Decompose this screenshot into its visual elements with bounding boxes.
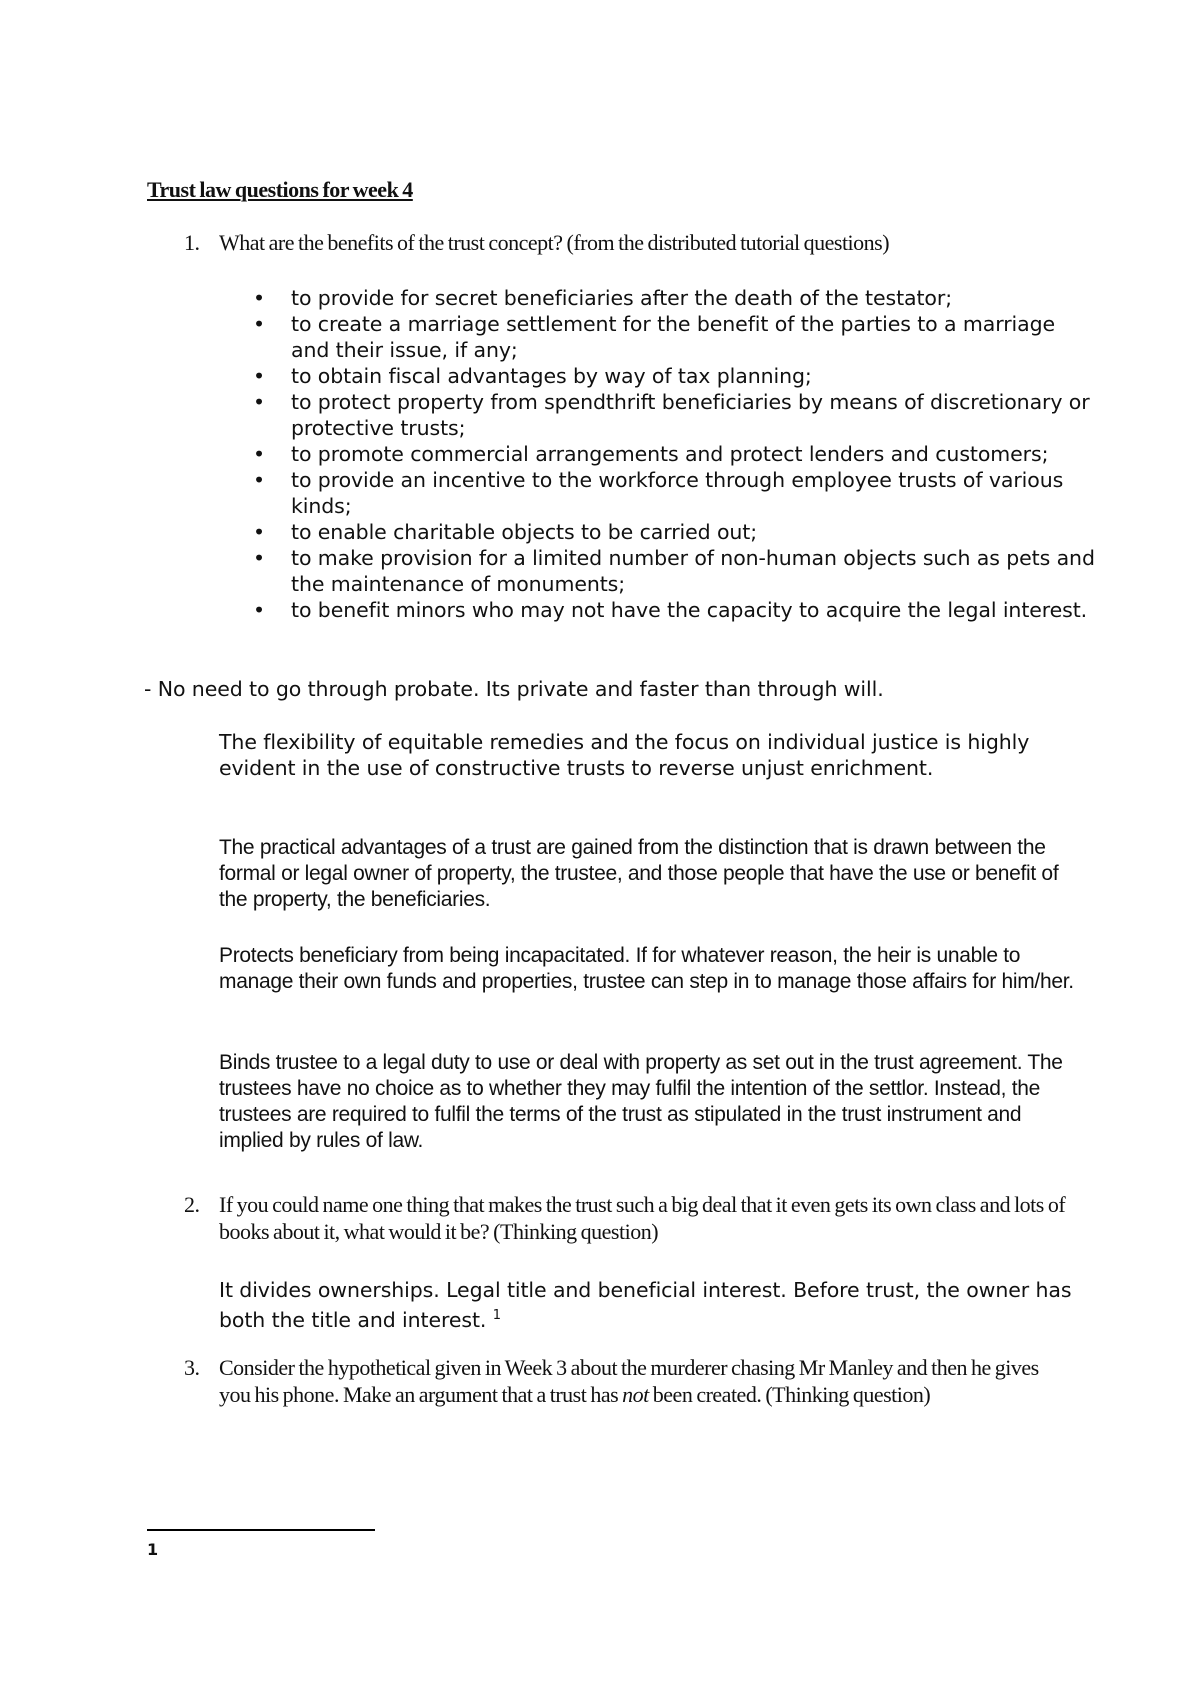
- list-item: • to benefit minors who may not have the capacity to acquire the legal interest.: [253, 598, 1088, 622]
- bullet-icon: •: [253, 520, 265, 544]
- paragraph-flexibility: The flexibility of equitable remedies and the focus on individual justice is highly evident in the use of constructive trusts to reverse unjust enrichment.: [219, 730, 1030, 780]
- footnote-reference[interactable]: 1: [492, 1308, 501, 1323]
- probate-note: - No need to go through probate. Its private and faster than through will.: [144, 677, 884, 701]
- benefits-list: [218, 285, 1098, 623]
- question-1-text: What are the benefits of the trust concept? (from the distributed tutorial questions): [219, 230, 890, 255]
- bullet-icon: •: [253, 442, 265, 466]
- question-2-number: 2.: [184, 1192, 200, 1217]
- list-item: • to create a marriage settlement for the benefit of the parties to a marriage and their issue, if any;: [253, 312, 1056, 362]
- paragraph-binds: Binds trustee to a legal duty to use or deal with property as set out in the trust agreement. The trustees have no choice as to whether they may fulfil the intention of the settlor. Instead, the trustees are required to fulfil the terms of the trust as stipulated in the trust instrument and implied by rules of law.: [219, 1051, 1063, 1152]
- paragraph-protects: Protects beneficiary from being incapacitated. If for whatever reason, the heir is unable to manage their own funds and properties, trustee can step in to manage those affairs for him/her.: [219, 944, 1074, 993]
- question-2-text: If you could name one thing that makes the trust such a big deal that it even gets its own class and lots of books about it, what would it be? (Thinking question): [219, 1192, 1066, 1244]
- bullet-icon: •: [253, 286, 265, 310]
- bullet-icon: •: [253, 312, 265, 336]
- question-2-answer: It divides ownerships. Legal title and beneficial interest. Before trust, the owner has both the title and interest. $^1$: [219, 1278, 1072, 1332]
- question-3-number: 3.: [184, 1355, 200, 1380]
- list-item: • to enable charitable objects to be carried out;: [253, 520, 758, 544]
- question-1-number: 1.: [184, 230, 200, 255]
- document-title: Trust law questions for week 4: [147, 177, 413, 202]
- bullet-icon: •: [253, 546, 265, 570]
- footnote-separator: [147, 1529, 375, 1531]
- list-item: • to promote commercial arrangements and protect lenders and customers;: [253, 442, 1049, 466]
- emphasis-not: not: [622, 1382, 649, 1407]
- list-item: • to protect property from spendthrift beneficiaries by means of discretionary or protective trusts;: [253, 390, 1090, 440]
- list-item: • to make provision for a limited number of non-human objects such as pets and the maintenance of monuments;: [253, 546, 1095, 596]
- bullet-icon: •: [253, 598, 265, 622]
- list-item: • to provide an incentive to the workforce through employee trusts of various kinds;: [253, 468, 1064, 518]
- footnote-number: 1: [147, 1540, 159, 1559]
- bullet-icon: •: [253, 364, 265, 388]
- list-item: • to obtain fiscal advantages by way of tax planning;: [253, 364, 812, 388]
- bullet-icon: •: [253, 390, 265, 414]
- list-item: • to provide for secret beneficiaries after the death of the testator;: [253, 286, 953, 310]
- question-3-text: Consider the hypothetical given in Week 3 about the murderer chasing Mr Manley and then he gives you his phone. Make an argument that a trust has not been created. (Thinking question): [219, 1355, 1039, 1407]
- paragraph-practical: The practical advantages of a trust are gained from the distinction that is drawn between the formal or legal owner of property, the trustee, and those people that have the use or benefit of the property, the beneficiaries.: [219, 836, 1059, 911]
- bullet-icon: •: [253, 468, 265, 492]
